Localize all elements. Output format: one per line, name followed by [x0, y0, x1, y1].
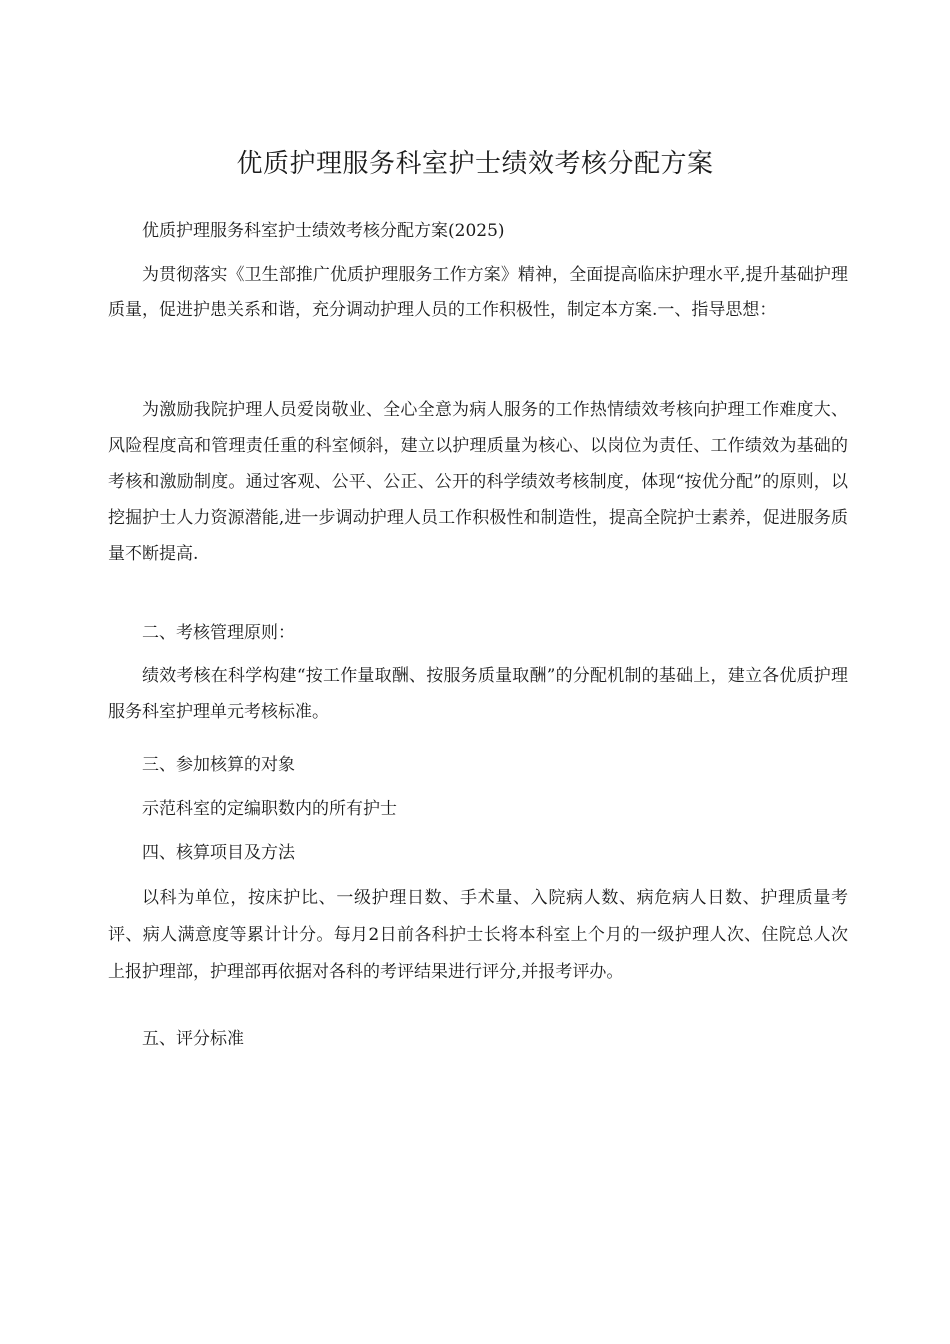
section-heading-method: 四、核算项目及方法	[142, 843, 295, 863]
document-title: 优质护理服务科室护士绩效考核分配方案	[236, 149, 714, 179]
section-heading-principle: 二、考核管理原则：	[142, 623, 295, 643]
principle-paragraph: 绩效考核在科学构建“按工作量取酬、按服务质量取酬”的分配机制的基础上，建立各优质护理服务科室护理单元考核标准。	[108, 666, 848, 722]
target-paragraph: 示范科室的定编职数内的所有护士	[142, 799, 397, 819]
guiding-principle-paragraph: 为激励我院护理人员爱岗敬业、全心全意为病人服务的工作热情绩效考核向护理工作难度大、风险程度高和管理责任重的科室倾斜，建立以护理质量为核心、以岗位为责任、工作绩效为基础的考核和激励制度。通过客观、公平、公正、公开的科学绩效考核制度，体现“按优分配”的原则，以挖掘护士人力资源潜能,进一步调动护理人员工作积极性和制造性，提高全院护士素养，促进服务质量不断提高.	[108, 400, 848, 564]
document-subtitle: 优质护理服务科室护士绩效考核分配方案(2025)	[142, 221, 505, 241]
section-heading-target: 三、参加核算的对象	[142, 755, 295, 775]
method-paragraph: 以科为单位，按床护比、一级护理日数、手术量、入院病人数、病危病人日数、护理质量考评、病人满意度等累计计分。每月2日前各科护士长将本科室上个月的一级护理人次、住院总人次上报护理部，护理部再依据对各科的考评结果进行评分,并报考评办。	[108, 888, 848, 982]
section-heading-scoring: 五、评分标准	[142, 1029, 244, 1049]
intro-paragraph: 为贯彻落实《卫生部推广优质护理服务工作方案》精神，全面提高临床护理水平,提升基础护理质量，促进护患关系和谐，充分调动护理人员的工作积极性，制定本方案.一、指导思想：	[108, 265, 848, 320]
